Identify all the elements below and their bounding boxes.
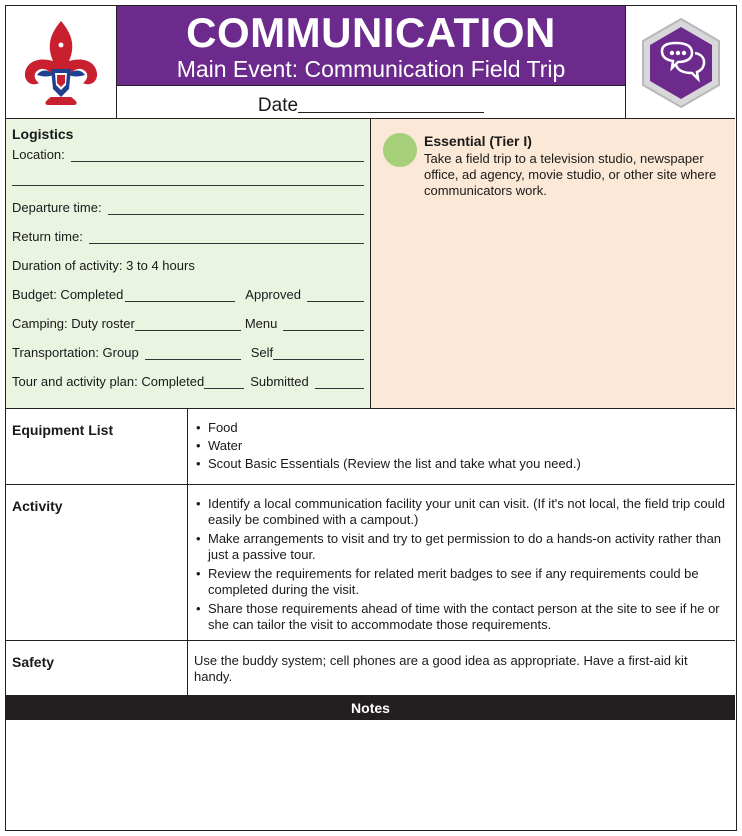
transportation-self-field[interactable] xyxy=(273,348,364,360)
equipment-list xyxy=(194,420,727,472)
logistics-title: Logistics xyxy=(12,126,74,142)
bsa-logo-icon xyxy=(19,17,103,109)
list-item: • Water xyxy=(194,438,727,454)
list-item: • Scout Basic Essentials (Review the list and take what you need.) xyxy=(194,456,727,472)
duration-text: Duration of activity: 3 to 4 hours xyxy=(12,258,195,273)
return-row xyxy=(12,215,364,244)
title-band xyxy=(117,6,625,86)
transportation-group-field[interactable] xyxy=(145,348,241,360)
return-time-field[interactable] xyxy=(89,232,364,244)
page-title: COMMUNICATION xyxy=(186,9,556,56)
menu-field[interactable] xyxy=(283,319,364,331)
field-trip-plan-sheet xyxy=(5,5,737,831)
submitted-label: Submitted xyxy=(250,374,309,389)
logo-cell xyxy=(6,6,117,119)
location-field-line-2[interactable] xyxy=(12,162,364,186)
list-item: • Identify a local communication facility your unit can visit. (If it's not local, the field trip could easily be combined with a campout.) xyxy=(194,496,727,528)
activity-row xyxy=(6,485,735,641)
equipment-row xyxy=(6,409,735,485)
list-item: • Make arrangements to visit and try to get permission to do a hands-on activity rather than just a passive tour. xyxy=(194,531,727,563)
notes-header: Notes xyxy=(6,696,735,720)
safety-label: Safety xyxy=(6,641,188,695)
communication-badge-icon xyxy=(636,15,726,111)
location-field[interactable] xyxy=(71,150,364,162)
equipment-content xyxy=(188,409,735,474)
header xyxy=(6,6,735,119)
activity-content xyxy=(188,485,735,636)
date-label: Date xyxy=(257,95,299,116)
essential-panel xyxy=(371,119,735,409)
safety-row xyxy=(6,641,735,696)
list-item: • Review the requirements for related merit badges to see if any requirements could be completed during the visit. xyxy=(194,566,727,598)
transportation-label: Transportation: Group xyxy=(12,345,139,360)
duration-row xyxy=(12,244,364,273)
location-label: Location: xyxy=(12,147,65,162)
date-row xyxy=(117,86,625,119)
transportation-row xyxy=(12,331,364,360)
tour-completed-field[interactable] xyxy=(204,377,244,389)
main-event-subtitle: Main Event: Communication Field Trip xyxy=(176,56,566,82)
badge-cell xyxy=(625,6,735,119)
list-item: • Share those requirements ahead of time with the contact person at the site to see if he or she can tailor the visit to accommodate those requirements. xyxy=(194,601,727,633)
safety-text: Use the buddy system; cell phones are a good idea as appropriate. Have a first-aid kit handy. xyxy=(194,653,688,684)
date-field[interactable] xyxy=(298,94,484,113)
self-label: Self xyxy=(250,345,274,360)
departure-row xyxy=(12,186,364,215)
notes-area[interactable] xyxy=(6,720,735,829)
camping-row xyxy=(12,302,364,331)
activity-label: Activity xyxy=(6,485,188,640)
approved-label: Approved xyxy=(245,287,301,302)
duty-roster-field[interactable] xyxy=(135,319,241,331)
budget-row xyxy=(12,273,364,302)
tier-circle-icon xyxy=(383,133,417,167)
tour-plan-label: Tour and activity plan: Completed xyxy=(12,374,205,389)
return-label: Return time: xyxy=(12,229,83,244)
logistics-panel xyxy=(6,119,371,409)
essential-title: Essential (Tier I) xyxy=(424,133,532,149)
budget-completed-field[interactable] xyxy=(125,290,235,302)
location-row xyxy=(12,144,364,162)
departure-label: Departure time: xyxy=(12,200,102,215)
departure-time-field[interactable] xyxy=(108,203,364,215)
equipment-label: Equipment List xyxy=(6,409,188,484)
camping-label: Camping: Duty roster xyxy=(12,316,135,331)
budget-approved-field[interactable] xyxy=(307,290,364,302)
tour-submitted-field[interactable] xyxy=(315,377,364,389)
activity-list xyxy=(194,496,727,633)
menu-label: Menu xyxy=(244,316,278,331)
list-item: • Food xyxy=(194,420,727,436)
budget-label: Budget: Completed xyxy=(12,287,124,302)
tour-plan-row xyxy=(12,360,364,389)
essential-description: Take a field trip to a television studio, newspaper office, ad agency, movie studio, or other site where communicators work. xyxy=(424,151,717,198)
